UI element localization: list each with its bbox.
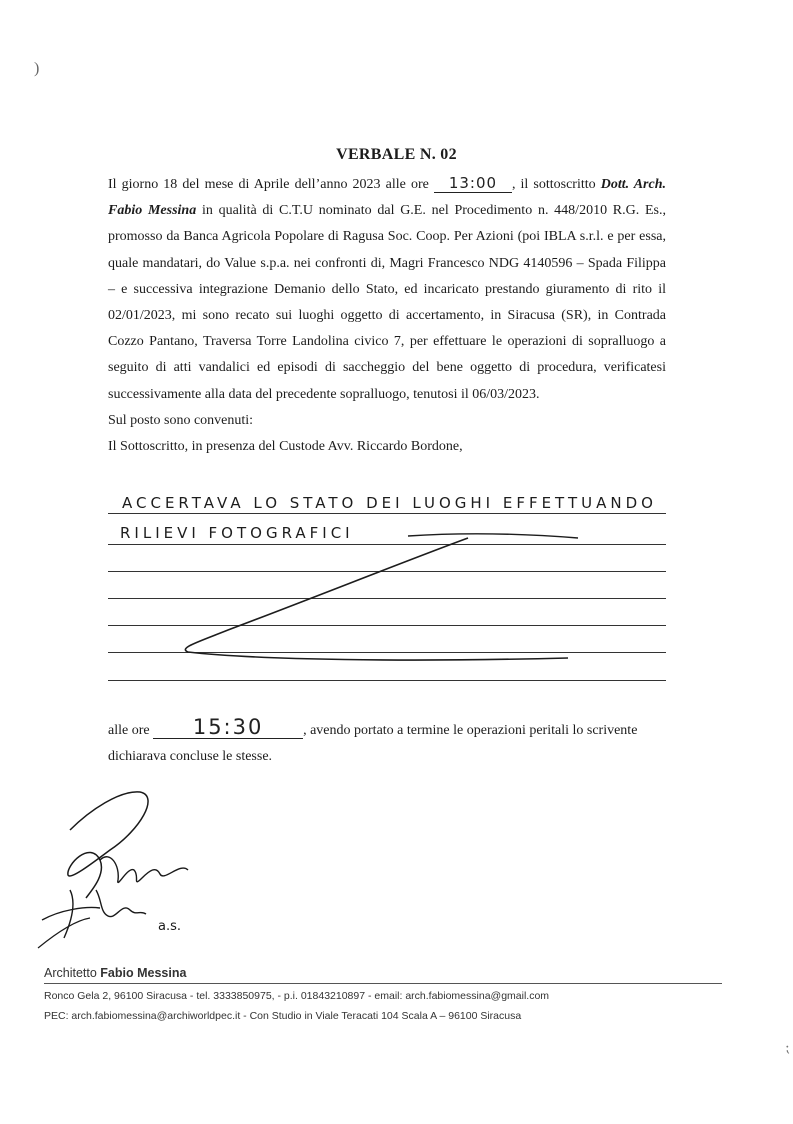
intro-before-time: Il giorno 18 del mese di Aprile dell’anno 2023 alle ore [108,177,434,192]
scan-mark-top: ) [34,60,40,77]
handwritten-note-line1: ACCERTAVA LO STATO DEI LUOGHI EFFETTUANDO [122,494,657,512]
footer-contact-line: Ronco Gela 2, 96100 Siracusa - tel. 3333850975, - p.i. 01843210897 - email: arch.fabiomessina@gmail.com [44,990,550,1002]
end-before-time: alle ore [108,723,154,738]
author-title: Dott. Arch. Fabio Messina [108,177,667,219]
rule-line [108,513,666,514]
signature-initials: a.s. [158,919,182,934]
closing-section [108,716,668,770]
handwritten-note-line2: RILIEVI FOTOGRAFICI [120,524,354,542]
footer-name: Fabio Messina [100,966,187,980]
footer-pec-line: PEC: arch.fabiomessina@archiworldpec.it - Con Studio in Viale Teracati 104 Scala A – 96100 Siracusa [44,1010,522,1022]
footer-divider [44,983,722,984]
closing-line1 [108,716,668,744]
footer-label: Architetto [44,966,101,980]
start-time-handwritten: 13:00 [434,174,512,193]
cancellation-strike [108,520,668,670]
end-after-time: , avendo portato a termine le operazioni peritali lo scrivente [303,723,638,738]
intro-rest: in qualità di C.T.U nominato dal G.E. nel Procedimento n. 448/2010 R.G. Es., promosso da Banca Agricola Popolare di Ragusa Soc. Coop. Per Azioni (poi IBLA s.r.l. e per essa, quale mandatari, do Value s.p.a. nei confronti di, Magri Francesco NDG 4140596 – Spada Filippa – e successiva integrazione Demanio dello Stato, ed incaricato prestando giuramento di rito il 02/01/2023, mi sono recato sui luoghi oggetto di accertamento, in Siracusa (SR), in Contrada Cozzo Pantano, Traversa Torre Landolina civico 7, per effettuare le operazioni di sopralluogo a seguito di atti vandalici ed episodi di saccheggio del bene oggetto di procedura, verificatesi successivamente alla data del precedente sopralluogo, tenutosi il 06/03/2023. [108,203,666,402]
verbale-body [108,172,666,460]
closing-line2: dichiarava concluse le stesse. [108,749,273,764]
intro-after-time: , il sottoscritto [511,177,601,192]
attendees-heading: Sul posto sono convenuti: [108,412,254,428]
document-title: VERBALE N. 02 [336,146,457,163]
rule-line [108,680,666,681]
scan-mark-side: ⁏ [785,1041,790,1056]
footer-architect [44,966,186,980]
end-time-handwritten: 15:30 [153,716,303,739]
attendees-text: Il Sottoscritto, in presenza del Custode Avv. Riccardo Bordone, [108,439,463,455]
intro-paragraph [108,172,666,408]
handwritten-signature [30,770,250,960]
